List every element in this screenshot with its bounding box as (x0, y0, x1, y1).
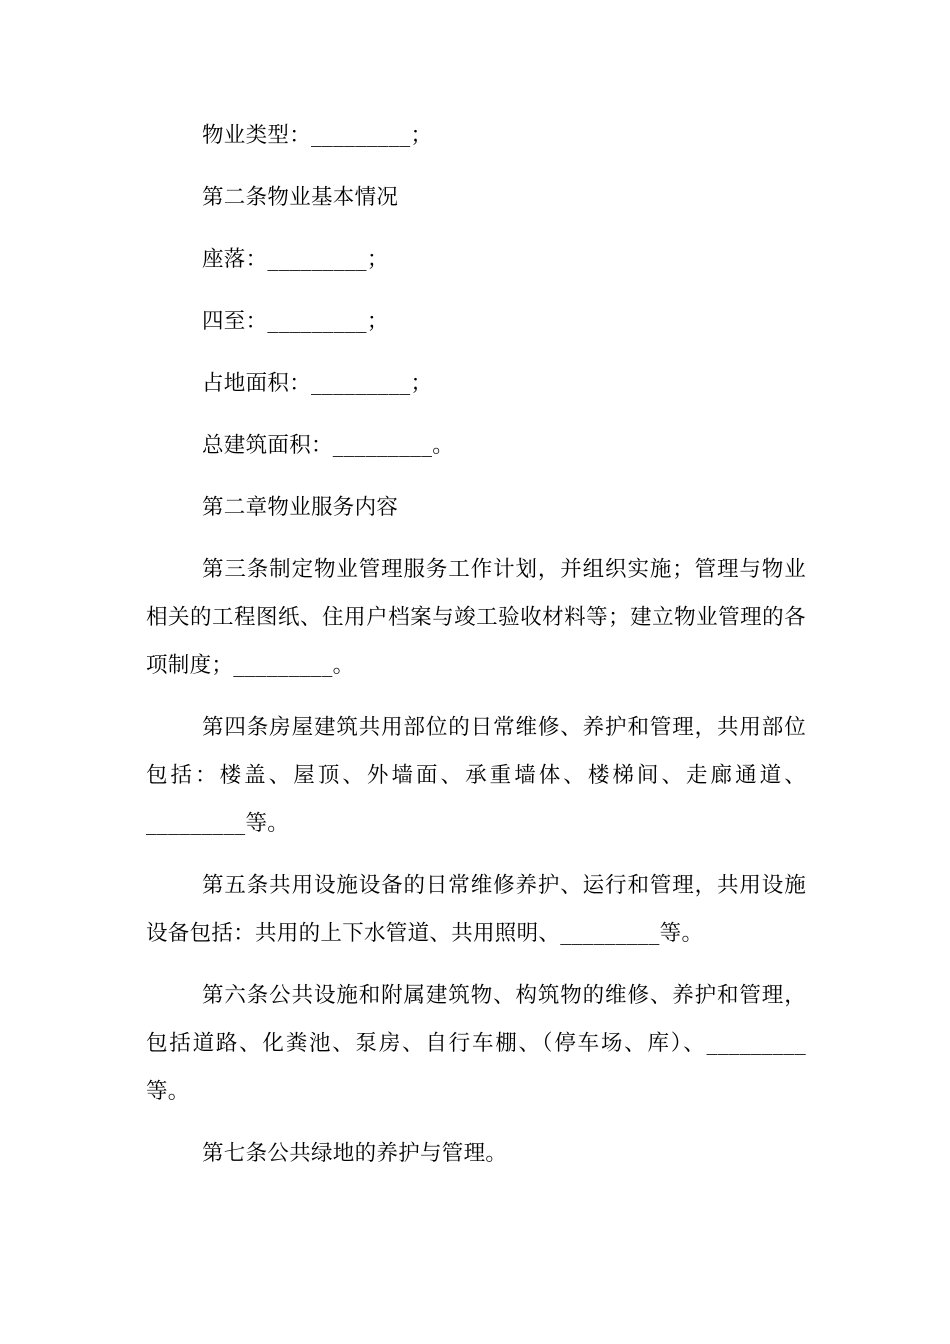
article-3-paragraph: 第三条制定物业管理服务工作计划，并组织实施；管理与物业相关的工程图纸、住用户档案与竣工验收材料等；建立物业管理的各项制度；_________。 (146, 557, 806, 678)
building-area-line: 总建筑面积：_________。 (202, 433, 455, 458)
article-6-paragraph: 第六条公共设施和附属建筑物、构筑物的维修、养护和管理，包括道路、化粪池、泵房、自行车棚、（停车场、库）、_________等。 (146, 983, 806, 1104)
location-line: 座落：_________； (202, 247, 389, 272)
article-5-paragraph: 第五条共用设施设备的日常维修养护、运行和管理，共用设施设备包括：共用的上下水管道、共用照明、_________等。 (146, 873, 806, 946)
article-7-paragraph: 第七条公共绿地的养护与管理。 (202, 1141, 508, 1166)
document-page (146, 112, 806, 1192)
land-area-line: 占地面积：_________； (202, 371, 433, 396)
boundaries-line: 四至：_________； (202, 309, 389, 334)
article-2-heading: 第二条物业基本情况 (202, 185, 399, 210)
article-4-paragraph: 第四条房屋建筑共用部位的日常维修、养护和管理，共用部位包括：楼盖、屋顶、外墙面、承重墙体、楼梯间、走廊通道、_________等。 (146, 715, 806, 836)
chapter-2-heading: 第二章物业服务内容 (202, 495, 399, 520)
property-type-line: 物业类型：_________； (202, 123, 433, 148)
